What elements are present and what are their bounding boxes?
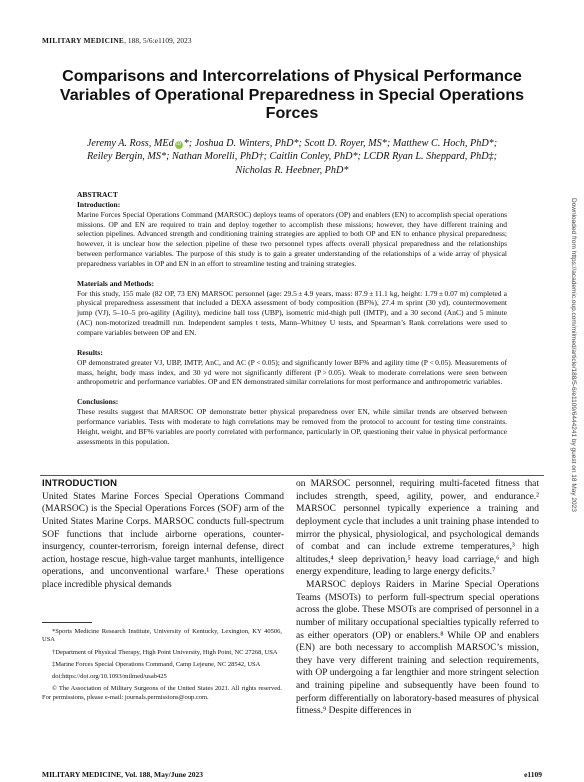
footnote-affiliation-1: *Sports Medicine Research Institute, University of Kentucky, Lexington, KY 40506, USA [42, 628, 282, 644]
doi-link[interactable]: doi:https://doi.org/10.1093/milmed/usab425 [52, 673, 167, 681]
footnote-affiliation-2: †Department of Physical Therapy, High Point University, High Point, NC 27268, USA [52, 648, 278, 656]
footer-journal: MILITARY MEDICINE, Vol. 188, May/June 2023 [42, 770, 204, 779]
abstract-conclusions: These results suggest that MARSOC OP demonstrate better physical preparedness over EN, while similar trends are observed between performance variables. Tests with moderate to high correlations may be removed from the protocol to account for testing time constraints. Height, weight, and BF% variables are poorly correlated with performance, particularly in OP, questioning their value in physical performance assessments in this population. [77, 407, 507, 446]
conclusions-subheading: Conclusions: [77, 397, 119, 407]
download-watermark: Downloaded from https://academic.oup.com/milmed/article/188/5-6/e1109/6444241 by guest on 18 May 2023 [570, 198, 577, 512]
abstract-methods: For this study, 155 male (82 OP, 73 EN) MARSOC personnel (age: 29.5 ± 4.9 years, mass: 87.9 ± 11.1 kg, height: 1.79 ± 0.07 m) completed a physical preparedness assessment that included a DEXA assessment of body composition (BF%), 27.4 m sprint (30 yd), countermovement jump (VJ), 5–10–5 pro-agility (Agility), medicine ball toss (UBP), isometric mid-thigh pull (IMTP), and a 30 second (AnC) and 5 minute (AC) non-motorized treadmill run. Independent samples t tests, Mann–Whitney U tests, and Spearman’s Rank correlations were used to compare variables between OP and EN. [77, 288, 507, 337]
author-line-3: Nicholas R. Heebner, PhD* [235, 164, 349, 176]
journal-citation: , 188, 5/6:e1109, 2023 [124, 36, 192, 45]
abstract-heading: ABSTRACT [77, 190, 118, 199]
running-header [42, 36, 192, 45]
intro-paragraph-1-cont: on MARSOC personnel, requiring multi-faceted fitness that includes strength, speed, agility, power, and endurance.² MARSOC personnel typically experience a training and deployment cycle that includes a unit training phase intended to mirror the physical, physiological, and psychological demands of combat and can include extreme temperatures,³ high altitudes,⁴ sleep deprivation,⁵ heavy load carriage,⁶ and high energy expenditure, leading to large energy deficits.⁷ [296, 479, 539, 578]
abstract-introduction: Marine Forces Special Operations Command (MARSOC) deploys teams of operators (OP) and enablers (EN) to accomplish special operations missions. OP and EN are required to train and deploy together to accomplish these missions; however, they have different training and selection pipelines. Advanced strength and conditioning training strategies are applied to both OP and EN to enhance physical preparedness; however, it is unclear how the selection pipeline of these two personnel types affects overall physical preparedness and the relationships between performance variables. The purpose of this study is to gain a greater understanding of the relationships of a wide array of physical preparedness variables in OP and EN in an effort to streamline testing and training strategies. [77, 209, 507, 268]
intro-paragraph-1: United States Marine Forces Special Operations Command (MARSOC) is the Special Operations Forces (SOF) arm of the United States Marine Corps. MARSOC conducts full-spectrum SOF functions that include airborne operations, counter-insurgency, counter-terrorism, foreign internal defense, direct action, hostage rescue, high-value target manhunts, intelligence operations, and unconventional warfare.¹ These operations place incredible physical demands [42, 491, 284, 590]
right-column [296, 478, 539, 718]
journal-name: MILITARY MEDICINE [42, 36, 125, 45]
abstract-divider [40, 475, 544, 476]
left-column [42, 478, 284, 592]
author-line-2: Reiley Bergin, MS*; Nathan Morelli, PhD†; Caitlin Conley, PhD*; LCDR Ryan L. Sheppard, PhD‡; [86, 151, 498, 163]
article-title: Comparisons and Intercorrelations of Physical Performance Variables of Operational Preparedness in Special Operations Forces [59, 67, 525, 123]
intro-paragraph-2: MARSOC deploys Raiders in Marine Special Operations Teams (MSOTs) to perform full-spectrum special operations across the globe. These MSOTs are comprised of personnel in a number of military occupational specialties typically referred to as either operators (OP) or enablers.⁸ While OP and enablers (EN) are both necessary to accomplish MARSOC’s mission, they have very different training and selection requirements, with OP undergoing a far lengthier and more stringent selection and training pipeline and subsequently have been found to perform differentially on laboratory-based measures of physical fitness.⁹ Despite differences in [296, 580, 539, 717]
results-subheading: Results: [77, 347, 103, 357]
author-list [40, 137, 544, 177]
introduction-heading: INTRODUCTION [42, 478, 118, 489]
copyright-notice: © The Association of Military Surgeons of the United States 2021. All rights reserved. For permissions, please e-mail: journals.permissions@oup.com. [42, 685, 282, 701]
page-number: e1109 [524, 770, 542, 779]
page-footer [42, 770, 542, 779]
methods-subheading: Materials and Methods: [77, 278, 155, 288]
footnotes [42, 628, 282, 706]
orcid-icon[interactable]: iD [176, 142, 182, 147]
abstract-results: OP demonstrated greater VJ, UBP, IMTP, AnC, and AC (P < 0.05); and significantly lower BF% and agility time (P < 0.05). Measurements of mass, height, body mass index, and 30 yd were not significantly different (P > 0.05). Weak to moderate correlations were seen between anthropometric and performance variables. OP and EN demonstrated similar correlations for most performance and anthropometric variables. [77, 357, 507, 387]
introduction-subheading: Introduction: [77, 199, 121, 209]
author-line-1a: Jeremy A. Ross, MEd [86, 138, 174, 149]
abstract [77, 190, 507, 446]
author-line-1b: *; Joshua D. Winters, PhD*; Scott D. Royer, MS*; Matthew C. Hoch, PhD*; [183, 138, 498, 149]
footnote-affiliation-3: ‡Marine Forces Special Operations Command, Camp Lejeune, NC 28542, USA [52, 660, 261, 668]
footnote-divider [42, 622, 92, 623]
